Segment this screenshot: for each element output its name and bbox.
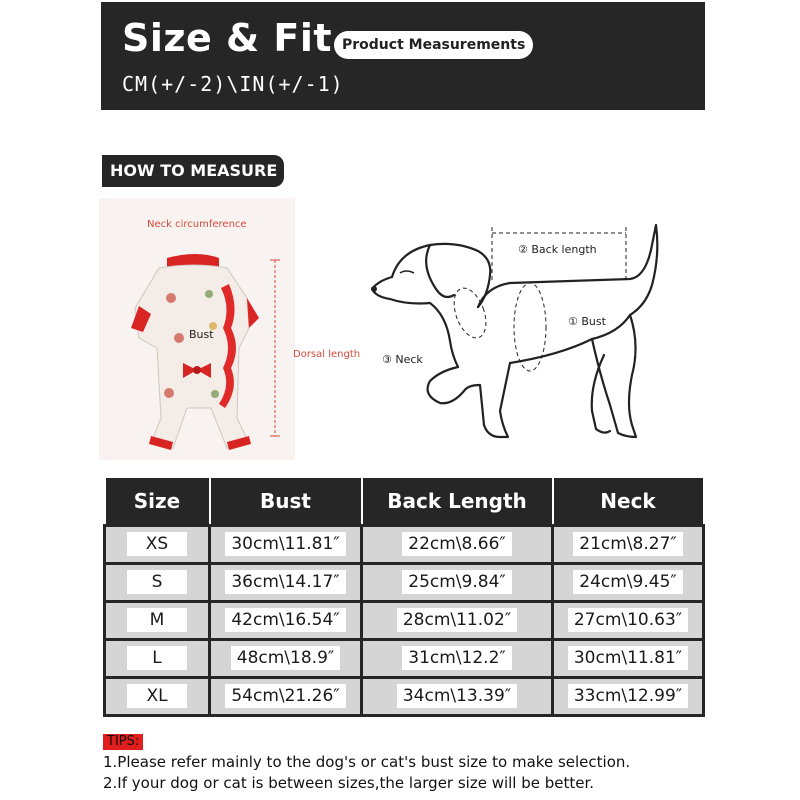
table-row xyxy=(105,563,704,601)
dorsal-length-label: Dorsal length xyxy=(293,349,360,360)
back-length-cell: 25cm\9.84″ xyxy=(402,570,511,594)
dorsal-length-label-wrap xyxy=(290,345,360,361)
garment-illustration xyxy=(99,198,295,460)
tip-2: 2.If your dog or cat is between sizes,the larger size will be better. xyxy=(103,774,595,792)
size-table xyxy=(103,476,705,717)
size-cell: L xyxy=(127,646,187,670)
units-note: CM(+/-2)\IN(+/-1) xyxy=(122,72,344,96)
header-banner xyxy=(101,2,705,110)
header-size: Size xyxy=(105,477,210,525)
size-cell: S xyxy=(127,570,187,594)
table-row xyxy=(105,639,704,677)
bust-label-dog: ① Bust xyxy=(568,315,606,328)
dog-drawing xyxy=(360,215,720,455)
neck-cell: 21cm\8.27″ xyxy=(573,532,682,556)
header-bust: Bust xyxy=(210,477,362,525)
bust-cell: 48cm\18.9″ xyxy=(231,646,340,670)
header-neck: Neck xyxy=(553,477,704,525)
tips-label: TIPS: xyxy=(103,734,143,750)
table-row xyxy=(105,525,704,563)
neck-circumference-label: Neck circumference xyxy=(147,219,247,230)
tip-1: 1.Please refer mainly to the dog's or cat's bust size to make selection. xyxy=(103,753,631,771)
page-title: Size & Fit xyxy=(122,16,333,60)
bust-cell: 54cm\21.26″ xyxy=(225,684,345,708)
bust-cell: 42cm\16.54″ xyxy=(225,608,345,632)
table-row xyxy=(105,601,704,639)
size-cell: XS xyxy=(127,532,187,556)
dog-illustration xyxy=(360,215,720,455)
bust-cell: 36cm\14.17″ xyxy=(225,570,345,594)
size-cell: XL xyxy=(127,684,187,708)
neck-cell: 24cm\9.45″ xyxy=(573,570,682,594)
neck-cell: 27cm\10.63″ xyxy=(568,608,688,632)
back-length-cell: 28cm\11.02″ xyxy=(397,608,517,632)
table-row xyxy=(105,677,704,715)
neck-cell: 33cm\12.99″ xyxy=(568,684,688,708)
how-to-measure-label: HOW TO MEASURE xyxy=(102,155,284,187)
back-length-cell: 34cm\13.39″ xyxy=(397,684,517,708)
table-header-row xyxy=(105,477,704,525)
product-measurements-badge: Product Measurements xyxy=(334,31,533,59)
bust-cell: 30cm\11.81″ xyxy=(225,532,345,556)
back-length-cell: 31cm\12.2″ xyxy=(402,646,511,670)
header-back-length: Back Length xyxy=(362,477,553,525)
back-length-label: ② Back length xyxy=(518,243,597,256)
neck-label-dog: ③ Neck xyxy=(382,353,423,366)
bust-label-garment: Bust xyxy=(189,328,214,341)
neck-cell: 30cm\11.81″ xyxy=(568,646,688,670)
garment-drawing xyxy=(99,198,295,460)
back-length-cell: 22cm\8.66″ xyxy=(402,532,511,556)
size-cell: M xyxy=(127,608,187,632)
